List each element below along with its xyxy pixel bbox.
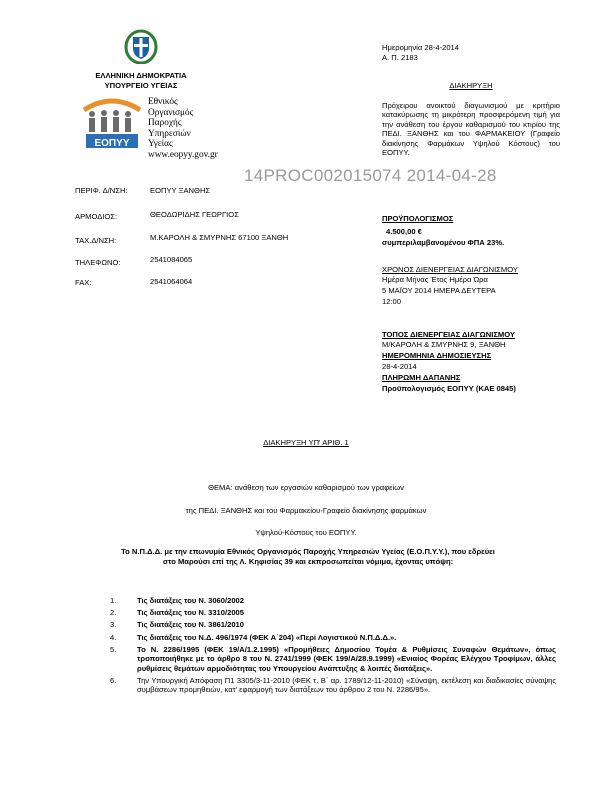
list-item bbox=[110, 676, 556, 695]
place-value: Μ/ΚΑΡΟΛΗ & ΣΜΥΡΝΗΣ 9, ΞΑΝΘΗ bbox=[382, 340, 506, 349]
org-line: Οργανισμός bbox=[148, 107, 194, 118]
org-line: Υπηρεσιών bbox=[148, 128, 191, 139]
eopyy-logo-text: ΕΟΠΥΥ bbox=[94, 138, 130, 149]
field-label-address: ΤΑΧ.Δ/ΝΣΗ: bbox=[75, 236, 117, 245]
list-item-number: 5. bbox=[110, 644, 117, 654]
time-heading: ΧΡΟΝΟΣ ΔΙΕΝΕΡΓΕΙΑΣ ΔΙΑΓΩΝΙΣΜΟΥ bbox=[382, 265, 518, 274]
announcement-text: Πρόχειρου ανοικτού διαγωνισμού με κριτήριο κατακύρωσης τη μικρότερη προσφερόμενη τιμή για την ανάθεση του έργου καθαρισμού του κτιρίου της ΠΕΔΙ. ΞΑΝΘΗΣ και του ΦΑΡΜΑΚΕΙΟΥ (Γραφείο διακίνησης Φαρμάκων Υψηλού Κόστους) του ΕΟΠΥΥ. bbox=[382, 101, 560, 158]
field-label-region: ΠΕΡΙΦ. Δ/ΝΣΗ: bbox=[75, 186, 128, 195]
ministry-name: ΥΠΟΥΡΓΕΙΟ ΥΓΕΙΑΣ bbox=[104, 81, 178, 90]
budget-heading: ΠΡΟΫΠΟΛΟΓΙΣΜΟΣ bbox=[382, 214, 454, 223]
coat-of-arms-icon bbox=[124, 28, 158, 64]
field-value-fax: 2541064064 bbox=[150, 277, 193, 286]
field-value-address: Μ.ΚΑΡΟΛΗ & ΣΜΥΡΝΗΣ 67100 ΞΑΝΘΗ bbox=[150, 233, 289, 242]
subject-line: ΘΕΜΑ: ανάθεση των εργασιών καθαρισμού των γραφείων bbox=[208, 483, 404, 492]
time-format: Ημέρα Μήνας Έτος Ημέρα Ώρα bbox=[382, 275, 488, 284]
time-hour: 12:00 bbox=[382, 297, 402, 306]
org-line: Παροχής bbox=[148, 118, 182, 129]
list-item bbox=[110, 645, 556, 673]
list-item bbox=[110, 608, 556, 617]
list-item-text: Τις διατάξεις του Ν. 3060/2002 bbox=[137, 596, 244, 605]
field-label-fax: FAX: bbox=[75, 278, 92, 287]
org-line: Υγείας bbox=[148, 139, 173, 150]
document-stamp: 14PROC002015074 2014-04-28 bbox=[244, 166, 497, 185]
field-value-region: ΕΟΠΥΥ ΞΑΝΘΗΣ bbox=[150, 186, 211, 195]
field-label-phone: ΤΗΛΕΦΩΝΟ: bbox=[75, 258, 121, 267]
declaration-title: ΔΙΑΚΗΡΥΞΗ ΥΠ' ΑΡΙΘ. 1 bbox=[263, 438, 349, 447]
list-item bbox=[110, 620, 556, 629]
subject-line: της ΠΕΔΙ. ΞΑΝΘΗΣ και του Φαρμακείου-Γραφείο διακίνησης φαρμάκων bbox=[185, 506, 427, 515]
list-item-text: Τις διατάξεις του Ν.Δ. 496/1974 (ΦΕΚ Α΄204) «Περί Λογιστικού Ν.Π.Δ.Δ.». bbox=[137, 632, 397, 642]
field-value-phone: 2541084065 bbox=[150, 255, 193, 264]
payment-value: Προϋπολογισμός ΕΟΠΥΥ (ΚΑΕ 0845) bbox=[382, 384, 516, 393]
list-item-number: 3. bbox=[110, 620, 117, 630]
list-item-number: 4. bbox=[110, 632, 117, 642]
list-item-text: Τις διατάξεις του Ν. 3310/2005 bbox=[137, 608, 244, 618]
republic-name: ΕΛΛΗΝΙΚΗ ΔΗΜΟΚΡΑΤΙΑ bbox=[95, 71, 187, 80]
list-item-text: Τις διατάξεις του Ν. 3861/2010 bbox=[137, 620, 244, 630]
protocol-number: Α. Π. 2183 bbox=[382, 53, 418, 62]
publication-heading: ΗΜΕΡΟΜΗΝΙΑ ΔΗΜΟΣΙΕΥΣΗΣ bbox=[382, 351, 492, 360]
list-item-number: 6. bbox=[110, 675, 117, 685]
place-heading: ΤΟΠΟΣ ΔΙΕΝΕΡΓΕΙΑΣ ΔΙΑΓΩΝΙΣΜΟΥ bbox=[382, 330, 515, 339]
list-item-text: Το Ν. 2286/1995 (ΦΕΚ 19/Α/1.2.1995) «Προμήθειες Δημοσίου Τομέα & Ρυθμίσεις Συναφών Θεμάτων», όπως τροποποιήθηκε με το άρθρο 8 του Ν. 2741/1999 (ΦΕΚ 199/Α/28.9.1999) «Ενιαίος Φορέας Ελέγχου Τροφίμων, άλλες ρυθμίσεις θεμάτων αρμοδιότητας του Υπουργείου Ανάπτυξης & λοιπές διατάξεις». bbox=[137, 644, 556, 673]
website-link[interactable]: www.eopyy.gov.gr bbox=[148, 149, 218, 160]
budget-vat: συμπεριλαμβανομένου ΦΠΑ 23%. bbox=[382, 238, 505, 247]
intro-paragraph: Το Ν.Π.Δ.Δ. με την επωνυμία Εθνικός Οργανισμός Παροχής Υπηρεσιών Υγείας (Ε.Ο.Π.Υ.Υ.), που εδρεύει στο Μαρούσι επί της Λ. Κηφισίας 39 και εκπροσωπείται νόμιμα, έχοντας υπόψη: bbox=[121, 547, 495, 566]
field-label-officer: ΑΡΜΟΔΙΟΣ: bbox=[75, 212, 118, 221]
org-line: Εθνικός bbox=[148, 97, 178, 107]
list-item-number: 2. bbox=[110, 608, 117, 618]
list-item bbox=[110, 633, 556, 642]
subject-line: Υψηλού-Κόστους του ΕΟΠΥΥ. bbox=[255, 528, 357, 537]
list-item bbox=[110, 596, 556, 605]
document-date: Ημερομηνία 28-4-2014 bbox=[382, 43, 459, 52]
payment-heading: ΠΛΗΡΩΜΗ ΔΑΠΑΝΗΣ bbox=[382, 373, 461, 382]
budget-amount: 4.500,00 € bbox=[386, 227, 422, 236]
announcement-heading: ΔΙΑΚΗΡΥΞΗ bbox=[449, 81, 493, 90]
list-item-text: Την Υπουργική Απόφαση Π1 3305/3-11-2010 (ΦΕΚ τ. Β΄ αρ. 1789/12-11-2010) «Σύναψη, εκτέλεση και διαδικασίες σύναψης συμβάσεων προμηθειών, κατ' εφαρμογή των διατάξεων του άρθρου 2 του Ν. 2286/95». bbox=[137, 675, 556, 695]
provisions-list bbox=[110, 596, 556, 697]
list-item-number: 1. bbox=[110, 596, 117, 605]
organization-name bbox=[148, 97, 218, 161]
field-value-officer: ΘΕΟΔΩΡΙΔΗΣ ΓΕΩΡΓΙΟΣ bbox=[150, 210, 239, 219]
publication-date: 28-4-2014 bbox=[382, 362, 417, 371]
time-date: 5 ΜΑΪΟΥ 2014 ΗΜΕΡΑ ΔΕΥΤΕΡΑ bbox=[382, 286, 496, 295]
